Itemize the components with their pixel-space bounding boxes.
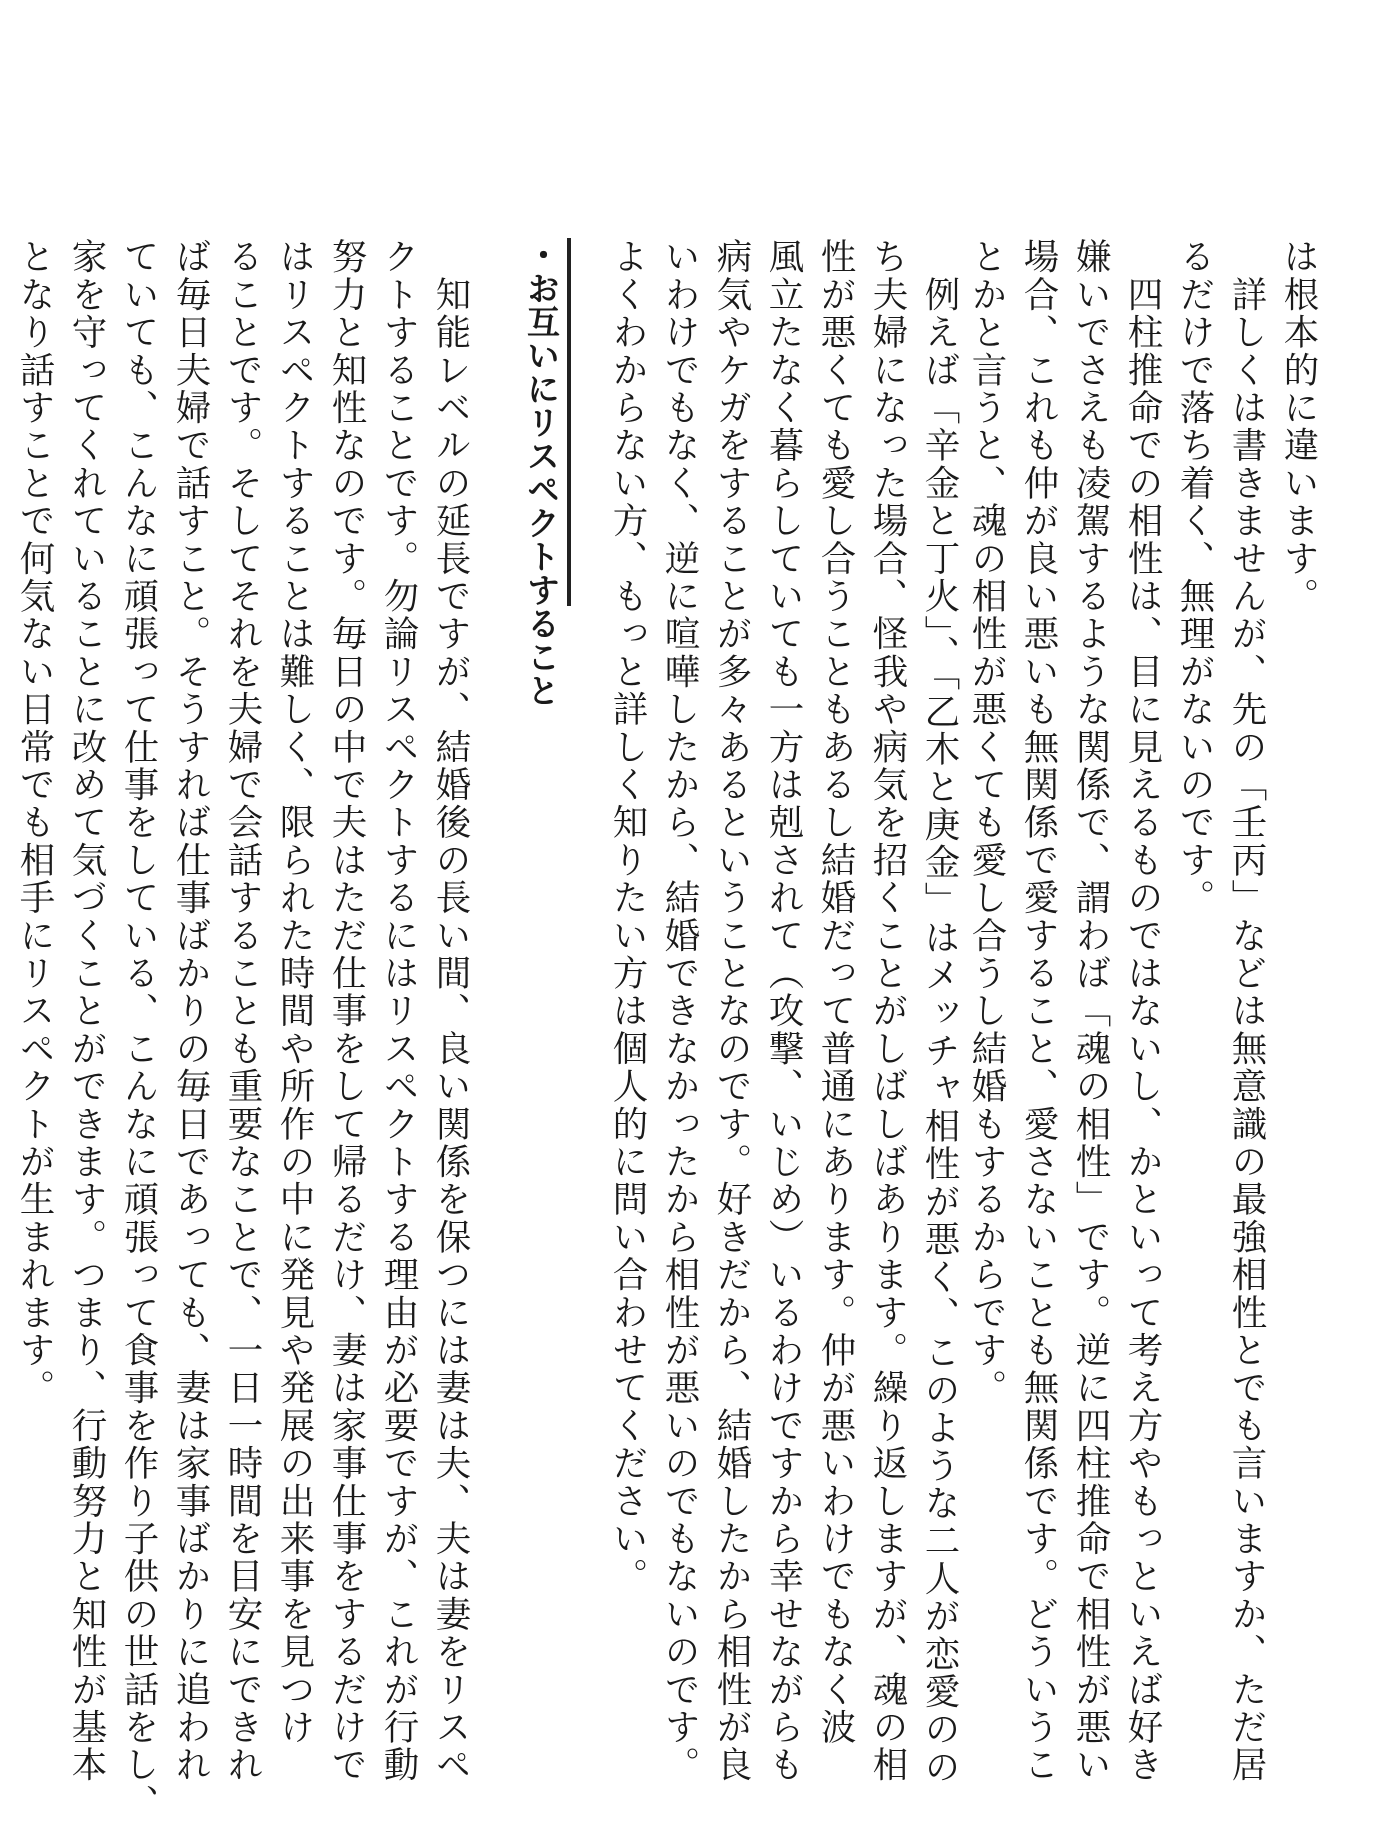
text-line: よくわからない方、もっと詳しく知りたい方は個人的に問い合わせてください。 (607, 238, 648, 1596)
section-text-line: はリスペクトすることは難しく、限られた時間や所作の中に発見や発展の出来事を見つけ (274, 238, 315, 1746)
text-line: 病気やケガをすることが多々あるということなのです。好きだから、結婚したから相性が良 (711, 238, 752, 1784)
text-line: 例えば「辛金と丁火」、「乙木と庚金」はメッチャ相性が悪く、このような二人が恋愛のの (919, 238, 960, 1786)
text-line: 性が悪くても愛し合うこともあるし結婚だって普通にあります。仲が悪いわけでもなく波 (815, 238, 856, 1746)
section-text-line: クトすることです。勿論リスペクトするにはリスペクトする理由が必要ですが、これが行動 (378, 238, 419, 1784)
section-text-line: ば毎日夫婦で話すこと。そうすれば仕事ばかりの毎日であっても、妻は家事ばかりに追われ (170, 238, 211, 1784)
section-heading: ・お互いにリスペクトすること (522, 238, 561, 707)
text-line: とかと言うと、魂の相性が悪くても愛し合うし結婚もするからです。 (966, 238, 1007, 1407)
section-text-line: ていても、こんなに頑張って仕事をしている、こんなに頑張って食事を作り子供の世話をし、 (118, 238, 159, 1821)
section-text-line: 努力と知性なのです。毎日の中で夫はただ仕事をして帰るだけ、妻は家事仕事をするだけで (326, 238, 367, 1784)
section-text-line: となり話すことで何気ない日常でも相手にリスペクトが生まれます。 (14, 238, 55, 1407)
section-text-line: 家を守ってくれていることに改めて気づくことができます。つまり、行動努力と知性が基本 (66, 238, 107, 1784)
section-text-line: ることです。そしてそれを夫婦で会話することも重要なことで、一日一時間を目安にできれ (222, 238, 263, 1784)
text-line: るだけで落ち着く、無理がないのです。 (1174, 238, 1215, 917)
text-line: 詳しくは書きませんが、先の「壬丙」などは無意識の最強相性とでも言いますか、ただ居 (1226, 238, 1267, 1784)
text-line: 風立たなく暮らしていても一方は剋されて（攻撃、いじめ）いるわけですから幸せながらも (763, 238, 804, 1784)
text-line: 嫌いでさえも凌駕するような関係で、謂わば「魂の相性」です。逆に四柱推命で相性が悪い (1070, 238, 1111, 1784)
text-line: 四柱推命での相性は、目に見えるものではないし、かといって考え方やもっといえば好き (1122, 238, 1163, 1784)
text-line: 場合、これも仲が良い悪いも無関係で愛すること、愛さないことも無関係です。どういうこ (1018, 238, 1059, 1784)
section-text-line: 知能レベルの延長ですが、結婚後の長い間、良い関係を保つには妻は夫、夫は妻をリスペ (430, 238, 471, 1784)
text-line: は根本的に違います。 (1278, 238, 1319, 615)
text-line: ち夫婦になった場合、怪我や病気を招くことがしばしばあります。繰り返しますが、魂の相 (867, 238, 908, 1784)
text-line: いわけでもなく、逆に喧嘩したから、結婚できなかったから相性が悪いのでもないのです。 (659, 238, 700, 1784)
heading-rule (567, 238, 571, 606)
